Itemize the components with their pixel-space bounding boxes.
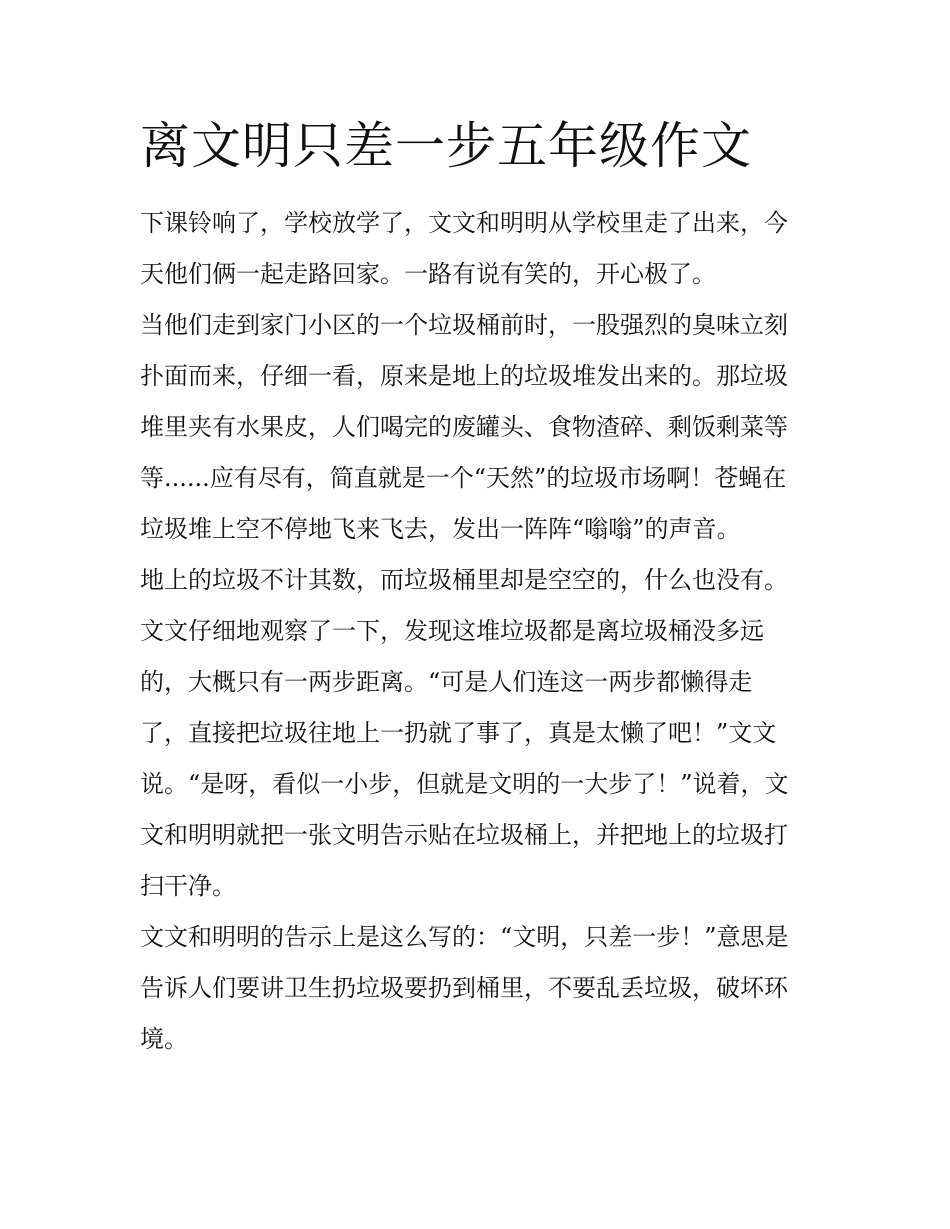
text-line: 等......应有尽有，简直就是一个“天然”的垃圾市场啊！苍蝇在 [140,464,787,492]
text-line: 下课铃响了，学校放学了，文文和明明从学校里走了出来，今 [140,209,788,237]
essay-body [140,198,820,1065]
document-title: 离文明只差一步五年级作文 [140,117,752,175]
text-line: 的，大概只有一两步距离。“可是人们连这一两步都懒得走 [140,668,753,696]
text-line: 堆里夹有水果皮，人们喝完的废罐头、食物渣碎、剩饭剩菜等 [140,413,788,441]
text-line: 地上的垃圾不计其数，而垃圾桶里却是空空的，什么也没有。 [140,566,788,594]
text-line: 垃圾堆上空不停地飞来飞去，发出一阵阵“嗡嗡”的声音。 [140,515,741,543]
text-line: 文和明明就把一张文明告示贴在垃圾桶上，并把地上的垃圾打 [140,821,788,849]
text-line: 告诉人们要讲卫生扔垃圾要扔到桶里，不要乱丢垃圾，破坏环 [140,974,788,1002]
text-line: 天他们俩一起走路回家。一路有说有笑的，开心极了。 [140,260,716,288]
text-line: 境。 [140,1025,188,1053]
text-line: 文文仔细地观察了一下，发现这堆垃圾都是离垃圾桶没多远 [140,617,764,645]
text-line: 文文和明明的告示上是这么写的：“文明，只差一步！”意思是 [140,923,789,951]
text-line: 说。“是呀，看似一小步，但就是文明的一大步了！”说着，文 [140,770,789,798]
text-line: 扑面而来，仔细一看，原来是地上的垃圾堆发出来的。那垃圾 [140,362,788,390]
text-line: 扫干净。 [140,872,236,900]
text-line: 当他们走到家门小区的一个垃圾桶前时，一股强烈的臭味立刻 [140,311,788,339]
text-line: 了，直接把垃圾往地上一扔就了事了，真是太懒了吧！”文文 [140,719,777,747]
